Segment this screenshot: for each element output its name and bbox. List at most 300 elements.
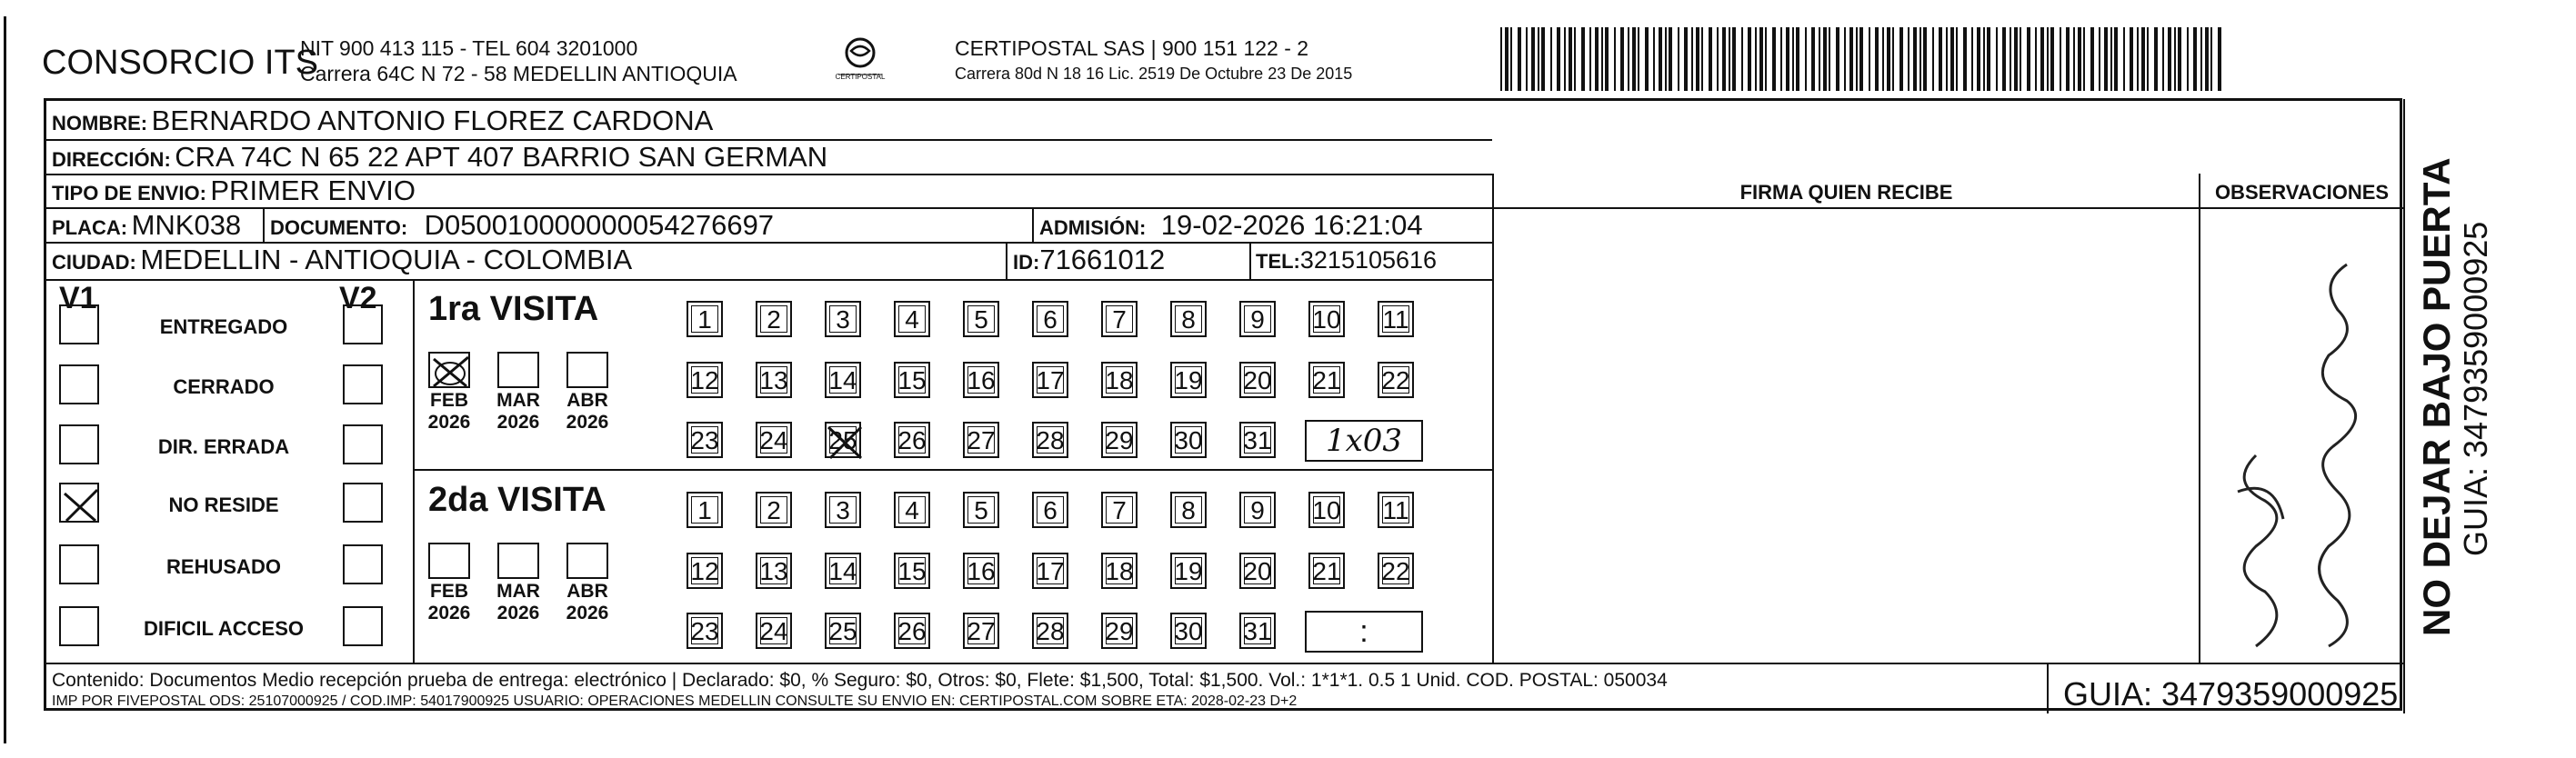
- side-guia: GUIA: 3479359000925: [2457, 221, 2494, 556]
- barcode-bar: [2020, 27, 2021, 91]
- id-value: 71661012: [1039, 244, 1166, 275]
- v2-header: V2: [339, 281, 377, 315]
- barcode-bar: [1538, 27, 1539, 91]
- barcode-bar: [2137, 27, 2139, 91]
- day-box[interactable]: [1032, 362, 1068, 398]
- status-label: CERRADO: [173, 375, 275, 398]
- day-number: 18: [1105, 557, 1134, 585]
- day-number: 8: [1181, 496, 1196, 524]
- barcode-bar: [1882, 27, 1884, 91]
- barcode-bar: [2027, 27, 2030, 91]
- barcode-bar: [2154, 27, 2158, 91]
- tel-value: 3215105616: [1299, 246, 1438, 274]
- v2-checkbox[interactable]: [343, 364, 383, 404]
- barcode-bar: [1605, 27, 1609, 91]
- barcode-bar: [1963, 27, 1967, 91]
- month-name: ABR: [566, 390, 608, 411]
- day-box[interactable]: [1239, 492, 1276, 528]
- v1-checkbox[interactable]: [59, 424, 99, 464]
- barcode-bar: [2073, 27, 2075, 91]
- day-box[interactable]: [756, 492, 792, 528]
- day-number: 8: [1181, 305, 1196, 334]
- day-number: 20: [1243, 557, 1272, 585]
- day-box[interactable]: [687, 553, 723, 589]
- barcode-bar: [2193, 27, 2197, 91]
- month-checkbox[interactable]: [497, 543, 539, 579]
- day-box[interactable]: [1032, 492, 1068, 528]
- barcode-bar: [1669, 27, 1672, 91]
- day-box[interactable]: [1101, 492, 1138, 528]
- day-number: 6: [1043, 305, 1057, 334]
- day-number: 13: [759, 366, 788, 394]
- day-number: 29: [1105, 617, 1134, 645]
- day-box[interactable]: [894, 492, 930, 528]
- barcode-bar: [2035, 27, 2037, 91]
- day-box[interactable]: [1032, 613, 1068, 649]
- day-number: 10: [1312, 305, 1341, 334]
- day-box[interactable]: [894, 362, 930, 398]
- day-box[interactable]: [963, 613, 999, 649]
- barcode-bar: [1595, 27, 1599, 91]
- day-number: 7: [1112, 496, 1127, 524]
- barcode-bar: [1811, 27, 1815, 91]
- month-year: 2026: [496, 412, 540, 433]
- id-label: ID:: [1013, 251, 1040, 274]
- barcode-bar: [1856, 27, 1858, 91]
- day-box[interactable]: [756, 553, 792, 589]
- barcode-bar: [1996, 27, 1998, 91]
- barcode-bar: [2174, 27, 2176, 91]
- barcode-bar: [1748, 27, 1751, 91]
- month-year: 2026: [427, 412, 471, 433]
- barcode-bar: [1792, 27, 1794, 91]
- ciudad-label: CIUDAD:: [52, 251, 136, 274]
- visit-time-box[interactable]: [1305, 611, 1423, 653]
- barcode-bar: [1645, 27, 1649, 91]
- barcode-bar: [2210, 27, 2212, 91]
- month-label: [422, 390, 476, 434]
- v1-checkbox[interactable]: [59, 606, 99, 646]
- day-box[interactable]: [1170, 422, 1207, 458]
- day-box[interactable]: [894, 613, 930, 649]
- day-box[interactable]: [1378, 492, 1414, 528]
- day-box[interactable]: [1170, 362, 1207, 398]
- day-box[interactable]: [825, 553, 861, 589]
- barcode-bar: [1709, 27, 1712, 91]
- day-box[interactable]: [1239, 553, 1276, 589]
- barcode-bar: [2178, 27, 2181, 91]
- day-number: 6: [1043, 496, 1057, 524]
- barcode-bar: [1701, 27, 1703, 91]
- barcode-bar: [1823, 27, 1827, 91]
- day-number: 1: [697, 496, 712, 524]
- barcode-bar: [2130, 27, 2133, 91]
- barcode-bar: [2090, 27, 2094, 91]
- barcode-bar: [2110, 27, 2112, 91]
- barcode-bar: [1844, 27, 1846, 91]
- day-box[interactable]: [1308, 301, 1345, 337]
- barcode-bar: [1939, 27, 1942, 91]
- barcode-bar: [1913, 27, 1917, 91]
- day-number: 2: [767, 305, 781, 334]
- barcode-bar: [1500, 27, 1502, 91]
- barcode-bar: [2168, 27, 2171, 91]
- day-box[interactable]: [756, 362, 792, 398]
- barcode-bar: [1653, 27, 1655, 91]
- barcode-bar: [2060, 27, 2061, 91]
- visit-time-value: 1x03: [1325, 423, 1403, 459]
- day-box[interactable]: [963, 362, 999, 398]
- month-checkbox[interactable]: [566, 352, 608, 388]
- barcode-bar: [1684, 27, 1688, 91]
- barcode-bar: [1786, 27, 1789, 91]
- v2-checkbox[interactable]: [343, 606, 383, 646]
- day-box[interactable]: [687, 422, 723, 458]
- day-box[interactable]: [756, 613, 792, 649]
- day-number: 21: [1312, 366, 1341, 394]
- day-box[interactable]: [1239, 362, 1276, 398]
- admision-label: ADMISIÓN:: [1039, 216, 1147, 239]
- left-margin-line: [4, 16, 6, 743]
- v2-checkbox[interactable]: [343, 424, 383, 464]
- observaciones-handwriting: [2201, 246, 2401, 655]
- day-box[interactable]: [894, 553, 930, 589]
- barcode-bar: [1678, 27, 1679, 91]
- month-year: 2026: [566, 603, 609, 623]
- day-number: 3: [836, 496, 850, 524]
- barcode-bar: [1620, 27, 1624, 91]
- barcode-bar: [1574, 27, 1576, 91]
- day-box[interactable]: [1032, 301, 1068, 337]
- barcode-bar: [1829, 27, 1830, 91]
- day-number: 14: [828, 557, 857, 585]
- month-name: ABR: [566, 581, 608, 602]
- day-box[interactable]: [825, 301, 861, 337]
- day-number: 24: [759, 617, 788, 645]
- month-name: FEB: [430, 581, 468, 602]
- day-box[interactable]: [963, 492, 999, 528]
- day-box[interactable]: [1170, 613, 1207, 649]
- barcode-bar: [1987, 27, 1990, 91]
- barcode-bar: [2162, 27, 2164, 91]
- day-box[interactable]: [1170, 553, 1207, 589]
- day-box[interactable]: [825, 362, 861, 398]
- footer-content-line: Contenido: Documentos Medio recepción prueba de entrega: electrónico | Declarado: $0, % Seguro: $0, Otros: $0, Flete: $1,500, Total: $1,500. Vol.: 1*1*1. 0.5 1 Unid. COD. POSTAL: 050034: [52, 670, 1668, 691]
- day-number: 26: [897, 426, 927, 454]
- day-number: 27: [967, 617, 996, 645]
- day-number: 16: [967, 557, 996, 585]
- nombre-label: NOMBRE:: [52, 112, 148, 135]
- firma-header: FIRMA QUIEN RECIBE: [1739, 181, 1953, 204]
- month-checkbox[interactable]: [497, 352, 539, 388]
- barcode-bar: [1557, 27, 1560, 91]
- placa-value: MNK038: [131, 209, 242, 241]
- status-label: ENTREGADO: [159, 315, 288, 338]
- barcode-bar: [2010, 27, 2011, 91]
- month-checkbox[interactable]: [566, 543, 608, 579]
- documento-label: DOCUMENTO:: [270, 216, 408, 239]
- barcode-bar: [1722, 27, 1726, 91]
- day-number: 23: [690, 617, 719, 645]
- day-box[interactable]: [1239, 422, 1276, 458]
- company-line-1: NIT 900 413 115 - TEL 604 3201000: [300, 36, 638, 60]
- barcode-bar: [1510, 27, 1512, 91]
- day-box[interactable]: [1378, 362, 1414, 398]
- barcode-bar: [2050, 27, 2054, 91]
- barcode-bar: [1923, 27, 1927, 91]
- barcode-bar: [1614, 27, 1616, 91]
- day-box[interactable]: [894, 422, 930, 458]
- day-number: 17: [1036, 557, 1065, 585]
- day-number: 9: [1250, 496, 1265, 524]
- month-label: [491, 581, 546, 624]
- barcode-bar: [2123, 27, 2125, 91]
- day-number: 16: [967, 366, 996, 394]
- barcode-bar: [2104, 27, 2108, 91]
- courier-line-1: CERTIPOSTAL SAS | 900 151 122 - 2: [955, 36, 1309, 60]
- logo-text: CERTIPOSTAL: [835, 73, 886, 81]
- day-box[interactable]: [963, 422, 999, 458]
- day-number: 5: [974, 496, 988, 524]
- day-number: 1: [697, 305, 712, 334]
- v1-checkbox[interactable]: [59, 483, 99, 523]
- day-box[interactable]: [1101, 301, 1138, 337]
- day-number: 17: [1036, 366, 1065, 394]
- month-year: 2026: [427, 603, 471, 623]
- barcode-bar: [1869, 27, 1870, 91]
- barcode-bar: [1859, 27, 1863, 91]
- day-number: 2: [767, 496, 781, 524]
- direccion-label: DIRECCIÓN:: [52, 148, 171, 171]
- barcode-bar: [2218, 27, 2221, 91]
- day-box[interactable]: [1032, 422, 1068, 458]
- barcode: [1500, 27, 2228, 91]
- barcode-bar: [2078, 27, 2081, 91]
- day-number: 27: [967, 426, 996, 454]
- day-number: 25: [828, 426, 857, 454]
- barcode-bar: [1919, 27, 1921, 91]
- day-number: 3: [836, 305, 850, 334]
- barcode-bar: [1836, 27, 1839, 91]
- day-box[interactable]: [1308, 362, 1345, 398]
- day-number: 11: [1382, 496, 1409, 524]
- day-number: 30: [1174, 426, 1203, 454]
- month-year: 2026: [496, 603, 540, 623]
- barcode-bar: [2014, 27, 2018, 91]
- day-box[interactable]: [1170, 492, 1207, 528]
- barcode-bar: [1741, 27, 1743, 91]
- day-box[interactable]: [687, 613, 723, 649]
- barcode-bar: [1696, 27, 1699, 91]
- barcode-bar: [2141, 27, 2145, 91]
- placa-label: PLACA:: [52, 216, 128, 239]
- visit-title: 2da VISITA: [428, 481, 606, 519]
- status-label: REHUSADO: [166, 555, 281, 578]
- barcode-bar: [1805, 27, 1807, 91]
- day-number: 23: [690, 426, 719, 454]
- month-name: FEB: [430, 390, 468, 411]
- barcode-bar: [1518, 27, 1521, 91]
- v1-checkbox[interactable]: [59, 304, 99, 344]
- barcode-bar: [1550, 27, 1552, 91]
- barcode-bar: [1632, 27, 1636, 91]
- day-number: 4: [905, 496, 919, 524]
- day-box[interactable]: [756, 422, 792, 458]
- barcode-bar: [1796, 27, 1799, 91]
- tel-label: TEL:: [1256, 250, 1300, 273]
- day-box[interactable]: [1378, 301, 1414, 337]
- barcode-bar: [2066, 27, 2070, 91]
- v1-header: V1: [59, 281, 97, 315]
- barcode-bar: [1505, 27, 1509, 91]
- day-number: 22: [1381, 366, 1410, 394]
- day-box[interactable]: [756, 301, 792, 337]
- side-warning: NO DEJAR BAJO PUERTA: [2415, 157, 2458, 636]
- day-box[interactable]: [1101, 553, 1138, 589]
- barcode-bar: [1932, 27, 1934, 91]
- direccion-value: CRA 74C N 65 22 APT 407 BARRIO SAN GERMAN: [175, 141, 828, 173]
- day-box[interactable]: [687, 301, 723, 337]
- barcode-bar: [2099, 27, 2100, 91]
- day-box[interactable]: [687, 492, 723, 528]
- day-number: 19: [1174, 557, 1203, 585]
- day-number: 28: [1036, 617, 1065, 645]
- day-box[interactable]: [825, 492, 861, 528]
- day-box[interactable]: [963, 301, 999, 337]
- day-number: 4: [905, 305, 919, 334]
- observaciones-header: OBSERVACIONES: [2214, 181, 2390, 204]
- status-label: DIR. ERRADA: [157, 435, 290, 458]
- day-number: 5: [974, 305, 988, 334]
- status-label: DIFICIL ACCESO: [143, 617, 304, 640]
- day-number: 15: [897, 557, 927, 585]
- visit-time-box[interactable]: [1305, 420, 1423, 462]
- barcode-bar: [1849, 27, 1853, 91]
- barcode-bar: [2047, 27, 2049, 91]
- v1-checkbox[interactable]: [59, 544, 99, 584]
- day-number: 10: [1312, 496, 1341, 524]
- barcode-bar: [1717, 27, 1719, 91]
- month-year: 2026: [566, 412, 609, 433]
- day-number: 29: [1105, 426, 1134, 454]
- barcode-bar: [1729, 27, 1730, 91]
- day-number: 12: [690, 557, 719, 585]
- day-box[interactable]: [1101, 422, 1138, 458]
- day-box[interactable]: [1239, 613, 1276, 649]
- month-name: MAR: [496, 581, 540, 602]
- day-box[interactable]: [687, 362, 723, 398]
- delivery-form: [44, 98, 2402, 711]
- day-number: 14: [828, 366, 857, 394]
- month-name: MAR: [496, 390, 540, 411]
- documento-value: D050010000000054276697: [424, 209, 775, 241]
- barcode-bar: [1977, 27, 1980, 91]
- day-number: 12: [690, 366, 719, 394]
- barcode-bar: [1691, 27, 1693, 91]
- barcode-bar: [1589, 27, 1591, 91]
- barcode-bar: [1526, 27, 1528, 91]
- month-checkbox[interactable]: [428, 543, 470, 579]
- day-number: 15: [897, 366, 927, 394]
- month-label: [560, 581, 615, 624]
- day-number: 25: [828, 617, 857, 645]
- day-number: 13: [759, 557, 788, 585]
- day-box[interactable]: [1101, 613, 1138, 649]
- day-box[interactable]: [825, 613, 861, 649]
- barcode-bar: [1971, 27, 1973, 91]
- barcode-bar: [1908, 27, 1909, 91]
- day-box[interactable]: [1239, 301, 1276, 337]
- barcode-bar: [1887, 27, 1890, 91]
- visit-time-value: :: [1359, 614, 1368, 649]
- barcode-bar: [1659, 27, 1662, 91]
- barcode-bar: [1569, 27, 1572, 91]
- day-box[interactable]: [894, 301, 930, 337]
- barcode-bar: [1892, 27, 1894, 91]
- v2-checkbox[interactable]: [343, 483, 383, 523]
- day-number: 18: [1105, 366, 1134, 394]
- courier-line-2: Carrera 80d N 18 16 Lic. 2519 De Octubre 23 De 2015: [955, 65, 1353, 83]
- day-number: 28: [1036, 426, 1065, 454]
- day-number: 30: [1174, 617, 1203, 645]
- day-number: 24: [759, 426, 788, 454]
- month-checkbox[interactable]: [428, 352, 470, 388]
- day-box[interactable]: [1170, 301, 1207, 337]
- barcode-bar: [2040, 27, 2044, 91]
- admision-value: 19-02-2026 16:21:04: [1160, 209, 1423, 241]
- barcode-bar: [1875, 27, 1879, 91]
- month-label: [491, 390, 546, 434]
- company-line-2: Carrera 64C N 72 - 58 MEDELLIN ANTIOQUIA: [300, 62, 737, 85]
- nombre-value: BERNARDO ANTONIO FLOREZ CARDONA: [151, 105, 714, 136]
- day-number: 31: [1243, 426, 1272, 454]
- barcode-bar: [2114, 27, 2118, 91]
- barcode-bar: [1531, 27, 1535, 91]
- day-number: 26: [897, 617, 927, 645]
- barcode-bar: [2002, 27, 2006, 91]
- barcode-bar: [1581, 27, 1585, 91]
- barcode-bar: [1950, 27, 1954, 91]
- day-box[interactable]: [1308, 492, 1345, 528]
- day-number: 7: [1112, 305, 1127, 334]
- v2-checkbox[interactable]: [343, 304, 383, 344]
- status-label: NO RESIDE: [168, 494, 279, 516]
- barcode-bar: [1541, 27, 1545, 91]
- barcode-bar: [1564, 27, 1566, 91]
- day-number: 31: [1243, 617, 1272, 645]
- day-box[interactable]: [1378, 553, 1414, 589]
- day-number: 19: [1174, 366, 1203, 394]
- day-box[interactable]: [963, 553, 999, 589]
- month-label: [560, 390, 615, 434]
- day-box[interactable]: [1308, 553, 1345, 589]
- day-check-mark: [827, 424, 863, 469]
- tipo-envio-label: TIPO DE ENVIO:: [52, 182, 206, 204]
- v2-checkbox[interactable]: [343, 544, 383, 584]
- barcode-bar: [1638, 27, 1639, 91]
- day-number: 9: [1250, 305, 1265, 334]
- day-box[interactable]: [1032, 553, 1068, 589]
- day-box[interactable]: [1101, 362, 1138, 398]
- barcode-bar: [2147, 27, 2149, 91]
- barcode-bar: [1765, 27, 1767, 91]
- v1-checkbox[interactable]: [59, 364, 99, 404]
- day-number: 21: [1312, 557, 1341, 585]
- day-box[interactable]: [825, 422, 861, 458]
- barcode-bar: [1946, 27, 1948, 91]
- barcode-bar: [1983, 27, 1985, 91]
- tipo-envio-value: PRIMER ENVIO: [210, 175, 416, 206]
